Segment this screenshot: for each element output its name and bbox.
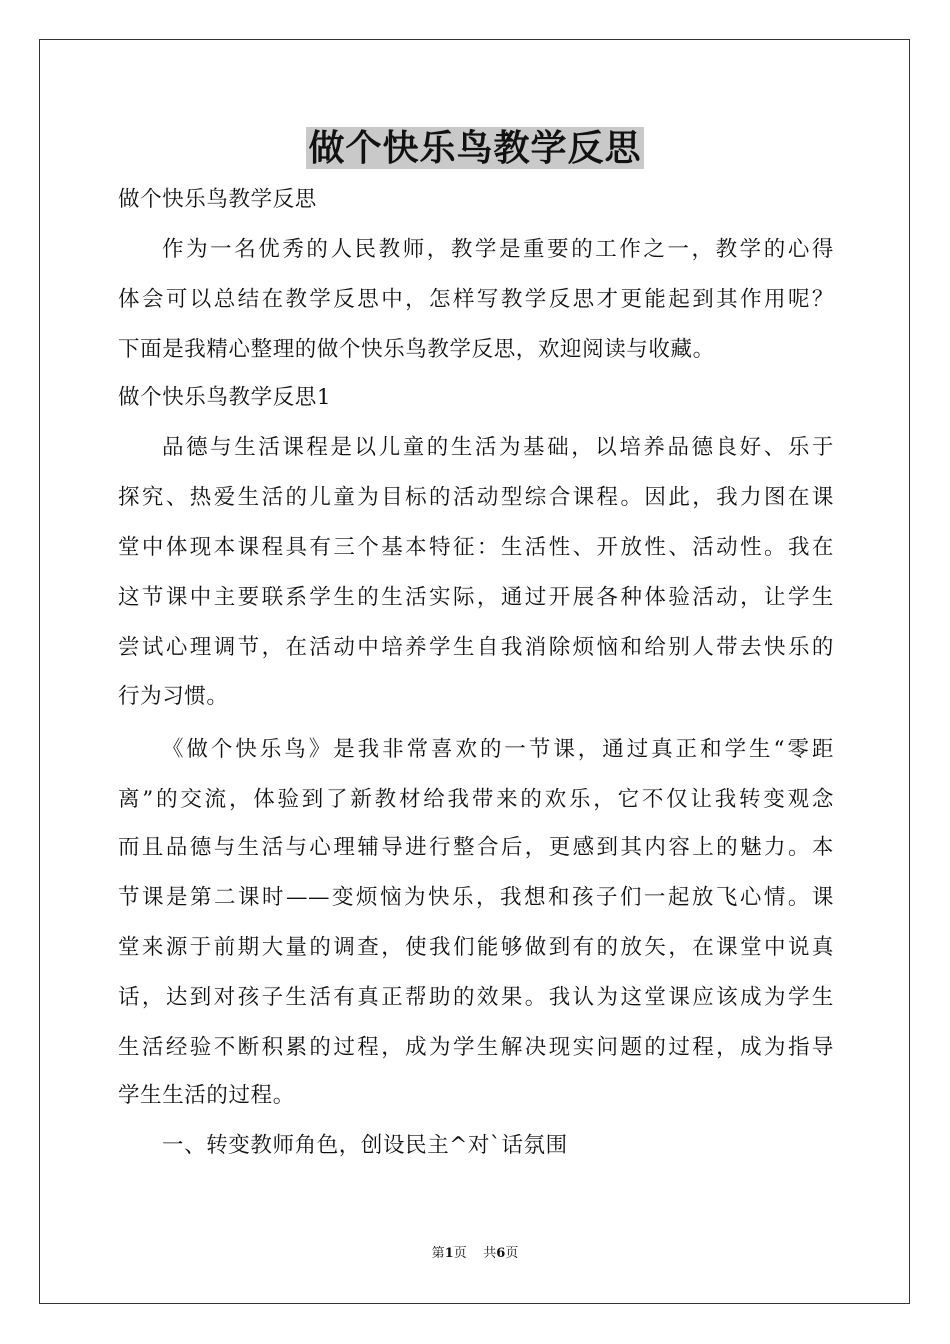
paragraph-line: 话，达到对孩子生活有真正帮助的效果。我认为这堂课应该成为学生 [118,985,834,1010]
paragraph-line: 堂中体现本课程具有三个基本特征：生活性、开放性、活动性。我在 [118,535,834,560]
paragraph-line: 探究、热爱生活的儿童为目标的活动型综合课程。因此，我力图在课 [118,485,834,510]
subsection-heading: 一、转变教师角色，创设民主^对`话氛围 [162,1133,568,1158]
footer-page-suffix: 页 [453,1246,467,1261]
paragraph-line: 尝试心理调节，在活动中培养学生自我消除烦恼和给别人带去快乐的 [118,635,834,660]
paragraph-line: 节课是第二课时——变烦恼为快乐，我想和孩子们一起放飞心情。课 [118,885,834,910]
section-heading: 做个快乐鸟教学反思1 [118,385,332,410]
paragraph-line: 堂来源于前期大量的调查，使我们能够做到有的放矢，在课堂中说真 [118,935,834,960]
paragraph-line: 品德与生活课程是以儿童的生活为基础，以培养品德良好、乐于 [162,435,834,460]
footer-total-suffix: 页 [505,1246,519,1261]
footer-page-number: 1 [444,1246,454,1261]
paragraph-line: 这节课中主要联系学生的生活实际，通过开展各种体验活动，让学生 [118,585,834,610]
paragraph-line: 而且品德与生活与心理辅导进行整合后，更感到其内容上的魅力。本 [118,835,834,860]
footer-page-prefix: 第 [431,1246,445,1261]
paragraph-line: 下面是我精心整理的做个快乐鸟教学反思，欢迎阅读与收藏。 [118,337,715,362]
footer-total-prefix: 共 [483,1246,497,1261]
footer-total-pages: 6 [496,1246,506,1261]
paragraph-line: 离”的交流，体验到了新教材给我带来的欢乐，它不仅让我转变观念 [118,787,834,812]
paragraph-line: 行为习惯。 [118,684,229,709]
document-title: 做个快乐鸟教学反思 [308,127,642,169]
paragraph-line: 体会可以总结在教学反思中，怎样写教学反思才更能起到其作用呢？ [118,287,834,312]
paragraph-line: 学生生活的过程。 [118,1083,295,1108]
page-footer [0,1245,950,1263]
page-border [39,39,910,1304]
paragraph-line: 作为一名优秀的人民教师，教学是重要的工作之一，教学的心得 [162,237,834,262]
paragraph-line: 《做个快乐鸟》是我非常喜欢的一节课，通过真正和学生“零距 [162,737,834,762]
paragraph-line: 生活经验不断积累的过程，成为学生解决现实问题的过程，成为指导 [118,1035,834,1060]
subtitle-line: 做个快乐鸟教学反思 [118,187,317,212]
